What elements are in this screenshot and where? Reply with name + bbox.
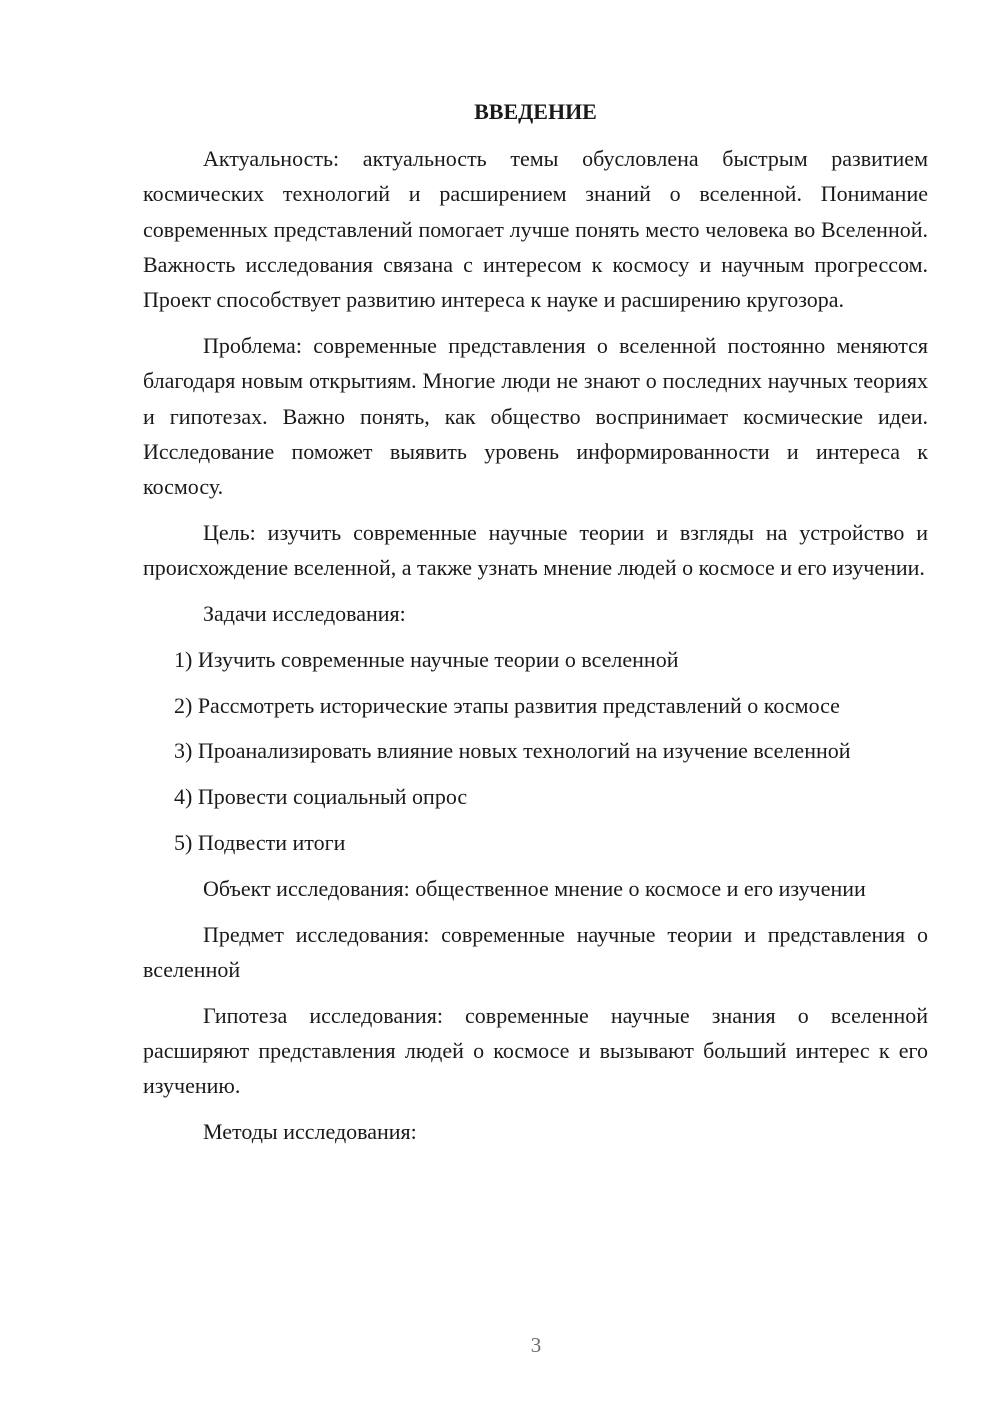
task-item: 1) Изучить современные научные теории о вселенной: [174, 646, 679, 672]
task-item: 3) Проанализировать влияние новых технологий на изучение вселенной: [174, 738, 851, 764]
paragraph-object: Объект исследования: общественное мнение о космосе и его изучении: [203, 875, 866, 901]
document-page: [143, 94, 928, 1160]
task-item: 5) Подвести итоги: [174, 830, 346, 856]
document-title: ВВЕДЕНИЕ: [474, 99, 597, 124]
page-number: 3: [530, 1333, 542, 1357]
paragraph-tasks-heading: Задачи исследования:: [203, 601, 406, 627]
paragraph-hypothesis: Гипотеза исследования: современные научные знания о вселенной расширяют представления людей о космосе и вызывают больший интерес к его изучению.: [143, 1002, 928, 1099]
paragraph-problem: Проблема: современные представления о вселенной постоянно меняются благодаря новым открытиям. Многие люди не знают о последних научных теориях и гипотезах. Важно понять, как общество воспринимает космические идеи. Исследование поможет выявить уровень информированности и интереса к космосу.: [143, 332, 928, 500]
paragraph-methods: Методы исследования:: [203, 1119, 417, 1145]
paragraph-subject: Предмет исследования: современные научные теории и представления о вселенной: [143, 921, 928, 982]
task-item: 2) Рассмотреть исторические этапы развития представлений о космосе: [174, 692, 840, 718]
paragraph-relevance: Актуальность: актуальность темы обусловлена быстрым развитием космических технологий и расширением знаний о вселенной. Понимание современных представлений помогает лучше понять место человека во Вселенной. Важность исследования связана с интересом к космосу и научным прогрессом. Проект способствует развитию интереса к науке и расширению кругозора.: [143, 146, 928, 313]
paragraph-goal: Цель: изучить современные научные теории и взгляды на устройство и происхождение вселенной, а также узнать мнение людей о космосе и его изучении.: [143, 519, 928, 581]
task-item: 4) Провести социальный опрос: [174, 784, 468, 810]
